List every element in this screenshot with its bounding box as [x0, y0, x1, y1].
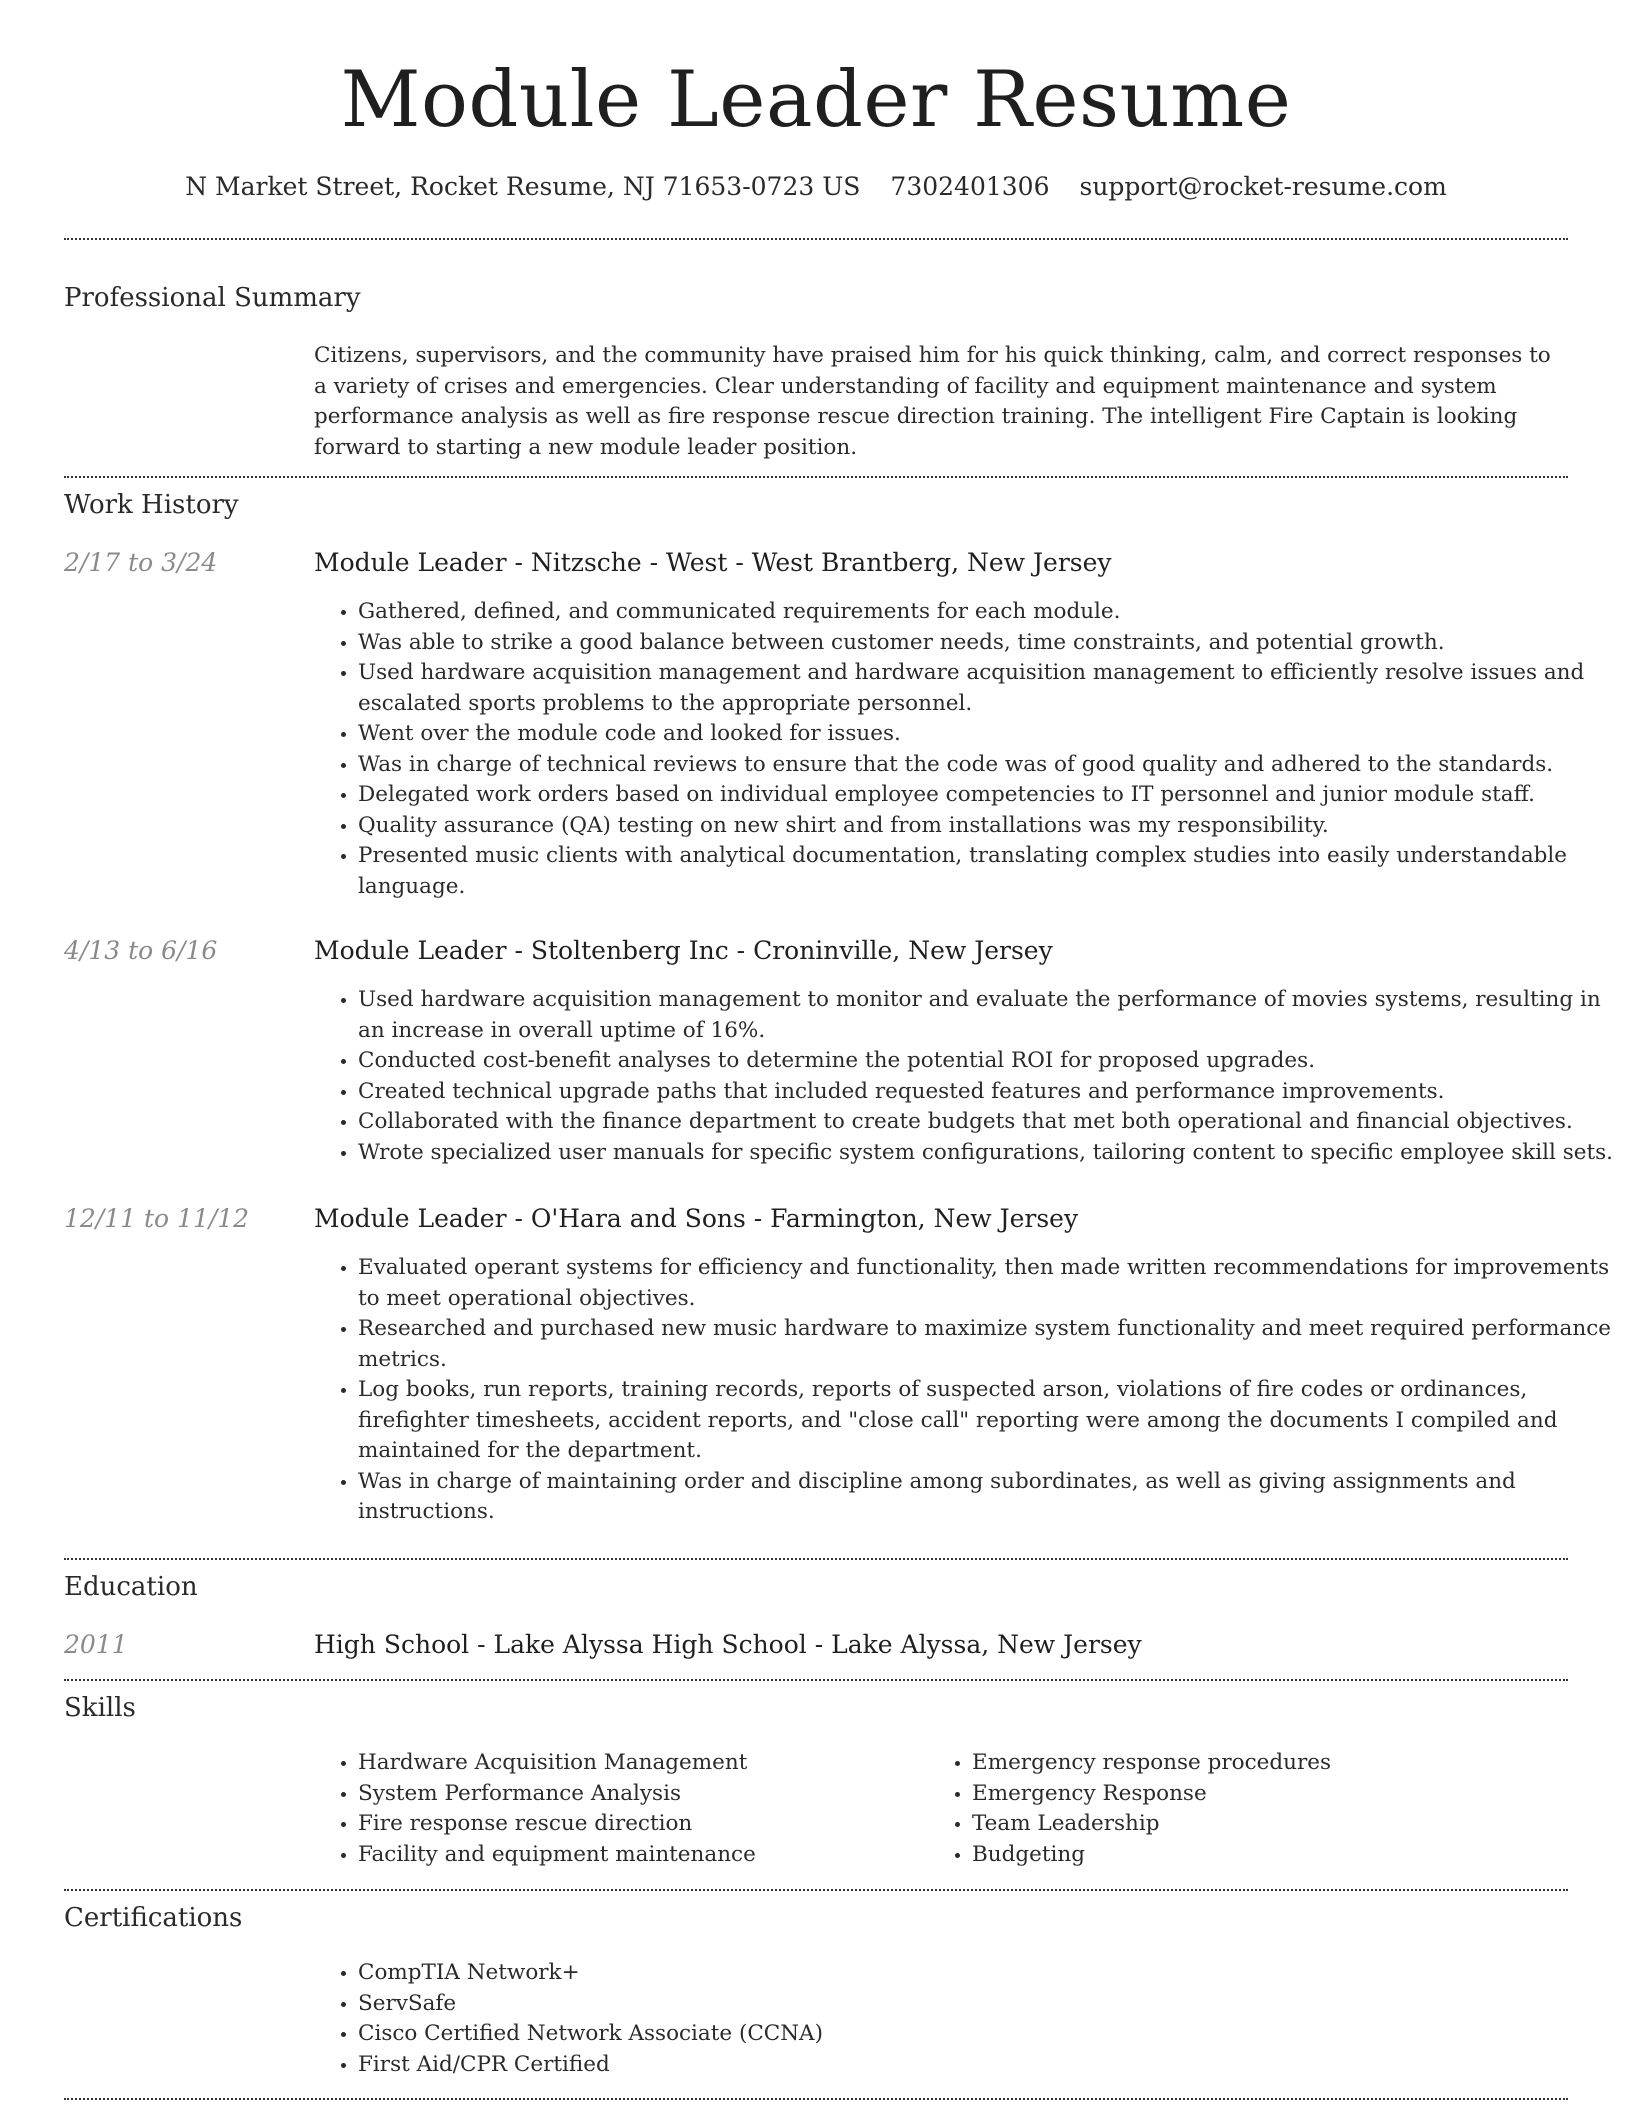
- skill-item: • Hardware Acquisition Management: [358, 1748, 958, 1779]
- job-bullets: [314, 985, 1614, 1168]
- job-dates: 2/17 to 3/24: [64, 548, 218, 577]
- job-title: Module Leader - O'Hara and Sons - Farmington, New Jersey: [314, 1204, 1079, 1233]
- job-bullet: • Conducted cost-benefit analyses to determine the potential ROI for proposed upgrades.: [358, 1046, 1614, 1077]
- job-bullet: • Wrote specialized user manuals for specific system configurations, tailoring content to specific employee skill sets.: [358, 1138, 1614, 1169]
- skill-item: • Emergency Response: [972, 1779, 1572, 1810]
- skill-item: • Facility and equipment maintenance: [358, 1840, 958, 1871]
- job-title: Module Leader - Nitzsche - West - West Brantberg, New Jersey: [314, 548, 1112, 577]
- divider: [64, 1889, 1568, 1891]
- job-bullets: [314, 1253, 1614, 1528]
- certification-item: • ServSafe: [358, 1989, 1614, 2020]
- skills-list-right: [928, 1748, 1572, 1870]
- job-dates: 12/11 to 11/12: [64, 1204, 250, 1233]
- divider: [64, 1558, 1568, 1560]
- certification-item: • CompTIA Network+: [358, 1958, 1614, 1989]
- certifications-list: [314, 1958, 1614, 2080]
- job-bullet: • Presented music clients with analytical documentation, translating complex studies into easily understandable language.: [358, 841, 1614, 902]
- job-title: Module Leader - Stoltenberg Inc - Croninville, New Jersey: [314, 936, 1053, 965]
- section-title-education: Education: [64, 1572, 198, 1602]
- skills-list-left: [314, 1748, 958, 1870]
- skill-item: • Budgeting: [972, 1840, 1572, 1871]
- skill-item: • Team Leadership: [972, 1809, 1572, 1840]
- contact-phone: 7302401306: [890, 172, 1050, 201]
- education-year: 2011: [64, 1630, 128, 1659]
- skill-item: • Fire response rescue direction: [358, 1809, 958, 1840]
- job-bullet: • Evaluated operant systems for efficiency and functionality, then made written recommendations for improvements to meet operational objectives.: [358, 1253, 1614, 1314]
- job-bullet: • Gathered, defined, and communicated requirements for each module.: [358, 597, 1614, 628]
- job-bullet: • Was in charge of technical reviews to ensure that the code was of good quality and adhered to the standards.: [358, 750, 1614, 781]
- resume-title: Module Leader Resume: [340, 55, 1292, 145]
- job-bullet: • Delegated work orders based on individual employee competencies to IT personnel and junior module staff.: [358, 780, 1614, 811]
- job-bullet: • Log books, run reports, training records, reports of suspected arson, violations of fire codes or ordinances, firefighter timesheets, accident reports, and "close call" reporting were among the documents I compiled and maintained for the department.: [358, 1375, 1614, 1467]
- section-title-skills: Skills: [64, 1693, 136, 1723]
- job-bullet: • Was in charge of maintaining order and discipline among subordinates, as well as giving assignments and instructions.: [358, 1467, 1614, 1528]
- job-bullet: • Created technical upgrade paths that included requested features and performance improvements.: [358, 1077, 1614, 1108]
- contact-line: [0, 170, 1632, 204]
- divider: [64, 476, 1568, 478]
- certification-item: • Cisco Certified Network Associate (CCNA): [358, 2019, 1614, 2050]
- job-bullet: • Researched and purchased new music hardware to maximize system functionality and meet required performance metrics.: [358, 1314, 1614, 1375]
- section-title-certifications: Certifications: [64, 1903, 243, 1933]
- job-bullet: • Used hardware acquisition management to monitor and evaluate the performance of movies systems, resulting in an increase in overall uptime of 16%.: [358, 985, 1614, 1046]
- certification-item: • First Aid/CPR Certified: [358, 2050, 1614, 2081]
- job-bullet: • Was able to strike a good balance between customer needs, time constraints, and potential growth.: [358, 628, 1614, 659]
- summary-text: Citizens, supervisors, and the community have praised him for his quick thinking, calm, and correct responses to a variety of crises and emergencies. Clear understanding of facility and equipment maintenance and system performance analysis as well as fire response rescue direction training. The intelligent Fire Captain is looking forward to starting a new module leader position.: [314, 343, 1551, 460]
- divider: [64, 238, 1568, 240]
- job-bullet: • Quality assurance (QA) testing on new shirt and from installations was my responsibility.: [358, 811, 1614, 842]
- job-bullet: • Collaborated with the finance department to create budgets that met both operational and financial objectives.: [358, 1107, 1614, 1138]
- section-title-work-history: Work History: [64, 490, 239, 520]
- divider: [64, 2098, 1568, 2100]
- contact-email: support@rocket-resume.com: [1079, 172, 1447, 201]
- skill-item: • System Performance Analysis: [358, 1779, 958, 1810]
- skill-item: • Emergency response procedures: [972, 1748, 1572, 1779]
- contact-address: N Market Street, Rocket Resume, NJ 71653-0723 US: [185, 172, 861, 201]
- education-title: High School - Lake Alyssa High School - Lake Alyssa, New Jersey: [314, 1630, 1142, 1659]
- job-bullets: [314, 597, 1614, 902]
- job-bullet: • Used hardware acquisition management and hardware acquisition management to efficiently resolve issues and escalated sports problems to the appropriate personnel.: [358, 658, 1614, 719]
- divider: [64, 1679, 1568, 1681]
- job-bullet: • Went over the module code and looked for issues.: [358, 719, 1614, 750]
- section-title-summary: Professional Summary: [64, 283, 361, 313]
- job-dates: 4/13 to 6/16: [64, 936, 218, 965]
